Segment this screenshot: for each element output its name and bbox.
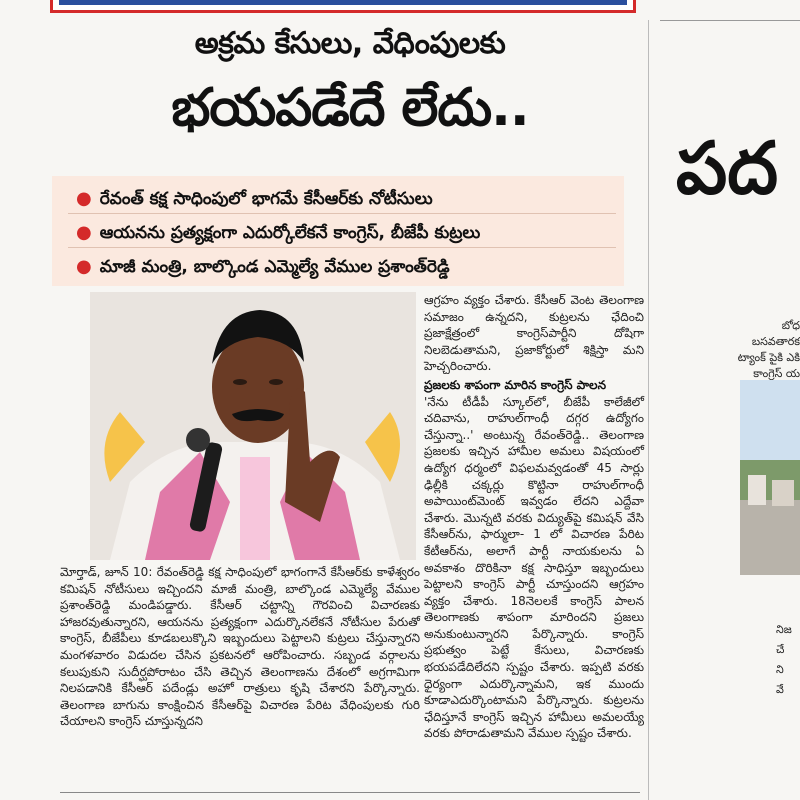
- bullet-dot-icon: ●: [76, 256, 92, 277]
- highlight-bullet: ● మాజీ మంత్రి, బాల్కొండ ఎమ్మెల్యే వేముల ప్రశాంత్‌రెడ్డి: [76, 256, 450, 277]
- bullet-dot-icon: ●: [76, 222, 92, 243]
- bottom-rule: [60, 792, 640, 793]
- highlight-bullet: ● రేవంత్ కక్ష సాధింపులో భాగమే కేసీఆర్‌కు నోటీసులు: [76, 188, 433, 209]
- adjacent-article-headline: పద: [676, 128, 779, 208]
- article-column-right: [424, 292, 644, 742]
- bullet-divider: [68, 213, 616, 214]
- article-paragraph: 'నేను టీడీపీ స్కూల్‌లో, బీజేపీ కాలేజీలో చదివాను, రాహుల్‌గాంధీ దగ్గర ఉద్యోగం చేస్తున్నా..' అంటున్న రేవంత్‌రెడ్డి.. తెలంగాణ ప్రజలకు ఇచ్చిన హామీల అమలు విషయంలో ఉద్యోగ ధర్మంలో విఫలమవ్వడంతో 45 సార్లు ఢిల్లీకి చక్కర్లు కొట్టినా రాహుల్‌గాంధీ అపాయింట్‌మెంట్ ఇవ్వడం లేదని ఎద్దేవా చేశారు. మొన్నటి వరకు విద్యుత్‌పై కమిషన్ వేసి కేసీఆర్‌ను, ఫార్ములా- 1 లో విచారణ పేరిట కేటీఆర్‌ను, అలాగే పార్టీ నాయకులను ఏ అవకాశం దొరికినా కక్ష సాధిస్తూ ఇబ్బందులు పెట్టాలని కాంగ్రెస్ పార్టీ చూస్తుందని ఆగ్రహం వ్యక్తం చేశారు. 18నెలలకే కాంగ్రెస్ పాలన తెలంగాణకు శాపంగా మారిందని ప్రజలు అనుకుంటున్నారని పేర్కొన్నారు. కాంగ్రెస్ ప్రభుత్వం పెట్టే కేసులు, విచారణకు భయపడేదిలేదని స్పష్టం చేశారు. ఇప్పటి వరకు ధైర్యంగా ఎదుర్కొన్నామని, ఇక ముందు కూడాఎదుర్కొంటామని పేర్కొన్నారు. కుట్రలను ఛేదిస్తూనే కాంగ్రెస్ ఇచ్చిన హామీలు అమలయ్యే వరకు పోరాడుతామని వేముల స్పష్టం చేశారు.: [424, 394, 644, 741]
- article-paragraph: ఆగ్రహం వ్యక్తం చేశారు. కేసీఆర్ వెంట తెలంగాణ సమాజం ఉన్నదని, కుట్రలను ఛేదించి ప్రజాక్షేత్రంలో కాంగ్రెస్‌పార్టీని దోషిగా నిలబెడుతామని, ప్రజాకోర్టులో శిక్షిస్తా మని హెచ్చరించారు.: [424, 293, 644, 374]
- highlights-box: [52, 176, 624, 286]
- speaker-photo: [90, 292, 416, 560]
- kicker-headline: అక్రమ కేసులు, వేధింపులకు: [194, 26, 506, 61]
- article-paragraph: మోర్తాడ్, జూన్ 10: రేవంత్‌రెడ్డి కక్ష సాధింపులో భాగంగానే కేసీఆర్‌కు కాళేశ్వరం కమిషన్ నోటీసులు ఇచ్చిందని మాజీ మంత్రి, బాల్కొండ ఎమ్మెల్యే వేముల ప్రశాంత్‌రెడ్డి మండిపడ్డారు. కేసీఆర్ చట్టాన్ని గౌరవించి విచారణకు హాజరవుతున్నారని, ఆయనను ప్రత్యక్షంగా ఎదుర్కొనలేకనే నోటీసుల పేరుతో కాంగ్రెస్, బీజేపీలు కూడబలుక్కొని ఇబ్బందులు పెట్టాలని కుట్రలు చేస్తున్నారని మంగళవారం విడుదల చేసిన ప్రకటనలో ఆరోపించారు. సబ్బండ వర్గాలను కలుపుకుని సుదీర్ఘపోరాటం చేసి తెచ్చిన తెలంగాణను దేశంలో అగ్రగామిగా నిలపడానికి కేసీఆర్ పదేండ్లు అహో రాత్రులు కృషి చేశారని పేర్కొన్నారు. తెలంగాణ బాగును కాంక్షించిన కేసీఆర్‌పై విచారణ పేరిట వేధింపులకు గురి చేయాలని కాంగ్రెస్ చూస్తున్నదని: [60, 565, 420, 729]
- article-subheading: ప్రజలకు శాపంగా మారిన కాంగ్రెస్ పాలన: [424, 377, 606, 392]
- bullet-divider: [68, 247, 616, 248]
- main-headline: భయపడేదే లేదు..: [171, 78, 529, 138]
- top-banner-edge: [50, 0, 636, 13]
- article-column-left: [60, 564, 420, 730]
- adjacent-article-text: బోధ బసవతారక ట్యాంక్ పైకి ఎకి కాంగ్రెస్ య: [737, 319, 800, 380]
- adjacent-article-text: నిజ చే ని వే: [776, 623, 792, 696]
- adjacent-article-photo: [740, 380, 800, 575]
- highlight-bullet: ● ఆయనను ప్రత్యక్షంగా ఎదుర్కోలేకనే కాంగ్రెస్, బీజేపీ కుట్రలు: [76, 222, 481, 243]
- column-rule-top: [660, 20, 800, 21]
- bullet-dot-icon: ●: [76, 188, 92, 209]
